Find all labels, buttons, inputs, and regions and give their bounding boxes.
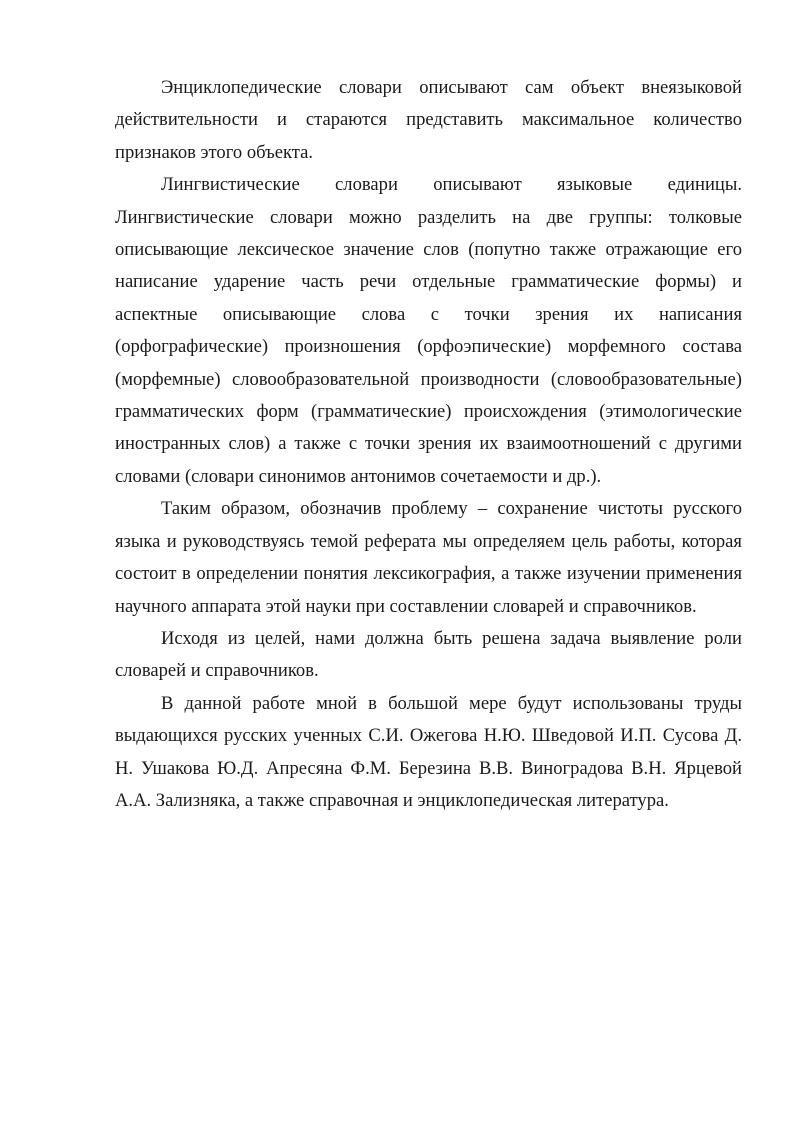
paragraph-work-goal: Таким образом, обозначив проблему – сохранение чистоты русского языка и руководствуясь темой реферата мы определяем цель работы, которая состоит в определении понятия лексикография, а также изучении применения научного аппарата этой науки при составлении словарей и справочников. [115,498,742,617]
paragraph-sources: В данной работе мной в большой мере будут использованы труды выдающихся русских ученных С.И. Ожегова Н.Ю. Шведовой И.П. Сусова Д. Н. Ушакова Ю.Д. Апресяна Ф.М. Березина В.В. Виноградова В.Н. Ярцевой А.А. Зализняка, а также справочная и энциклопедическая литература. [115,692,742,811]
document-page [115,72,742,817]
paragraph-task: Исходя из целей, нами должна быть решена задача выявление роли словарей и справочников. [115,627,742,682]
paragraph-linguistic-dictionaries: Лингвистические словари описывают языковые единицы. Лингвистические словари можно разделить на две группы: толковые описывающие лексическое значение слов (попутно также отражающие его написание ударение часть речи отдельные грамматические формы) и аспектные описывающие слова с точки зрения их написания (орфографические) произношения (орфоэпические) морфемного состава (морфемные) словообразовательной производности (словообразовательные) грамматических форм (грамматические) происхождения (этимологические иностранных слов) а также с точки зрения их взаимоотношений с другими словами (словари синонимов антонимов сочетаемости и др.). [115,174,742,487]
paragraph-encyclopedic-dictionaries: Энциклопедические словари описывают сам объект внеязыковой действительности и стараются представить максимальное количество признаков этого объекта. [115,77,742,163]
